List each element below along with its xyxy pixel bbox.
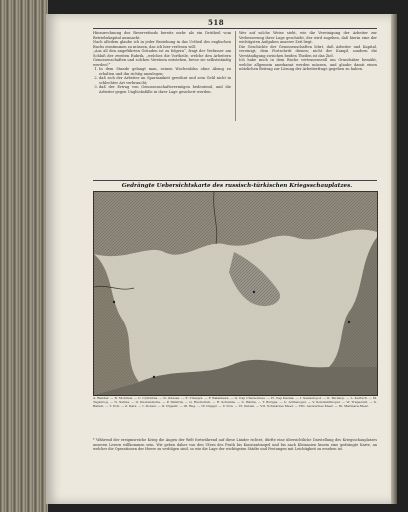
list-item: 2. daß sich der Arbeiter an Sparsamkeit gewöhnt und sein Geld nicht in schlechter Art verbraucht;	[99, 76, 231, 85]
city-marker	[153, 376, 155, 378]
right-column	[239, 31, 377, 72]
right-paragraph-3: Ich habe mich in dem Buche vertrauensvoll um Grundsätze bemüht, welche allgemein anerkannt werden müssen, und glaube damit einen nützlichen Beitrag zur Lösung der Arbeiterfrage gegeben zu haben.	[239, 58, 377, 71]
right-paragraph-1: Wer auf solche Weise sieht, wie die Vereinigung der Arbeiter zur Verbesserung ihrer Lage geschieht, der wird zugeben, daß hierin eine der wichtigsten Aufgaben unserer Zeit liegt.	[239, 31, 377, 44]
left-list	[93, 67, 231, 94]
left-column	[93, 31, 231, 94]
left-paragraph-2: Nach alledem glaube ich in jeder Beziehung in das Urtheil des englischen Buchs einstimmen zu müssen, das ich hier verlesen will:	[93, 40, 231, 49]
right-paragraph-2: Die Geschichte der Genossenschaften lehrt, daß Arbeiter und Kapital, vereinigt, dem Fortschritt dienen; nicht der Kampf, sondern die Verständigung zwischen beiden Theilen ist das Ziel.	[239, 44, 377, 58]
left-paragraph-1: Hinzurechnung des Reservefonds bereits mehr als ein Drittheil vom Betriebskapital ausmacht.	[93, 31, 231, 40]
list-item: 1. In dem Stande gelangt man, seinen Wochenlohn ohne Abzug zu erhalten und ihn richtig anzulegen;	[99, 67, 231, 76]
map-title: Gedrängte Uebersichtskarte des russisch-türkischen Kriegsschauplatzes.	[121, 183, 353, 189]
map-engraving	[94, 192, 377, 395]
war-theatre-map	[93, 191, 378, 396]
page-edge	[391, 14, 397, 504]
page-number: 518	[208, 18, 225, 27]
city-marker	[113, 301, 115, 303]
column-divider	[235, 31, 236, 121]
left-paragraph-3: „Aus all den angeführten Gründen ist zu folgern“, fragt der Verfasser am Schluß der zweiten Rubrik, „welches die Vortheile, welche den Arbeitern Genossenschaften und solchen Vereinen entstehen, bevor sie selbstständig werden?“	[93, 49, 231, 67]
book-binding	[0, 0, 48, 512]
map-legend: A. Bender. — B. Mohilew. — C. Cymnitza. — D. Odessa. — E. Tiraspol. — F. Balaklawa. — G. Cap Chersonnes. — H. Cap Kasma. — I. Sewastopol. — K. Perekop. — L. Kertsch. — M. Taganrog. — N. Sulina. — O. Kustendsche. — P. Silistria. — Q. Rustschuk. — R. Schumla. — S. Warna. — T. Burgas. — U. Adrianopel. — V. Konstantinopel. — W. Trapezunt. — X. Batum. — Y. Poti. — Z. Kars. — I. Donau. — II. Dnjestr. — III. Bug. — IV. Dnjepr. — V. Don. — VI. Kuban. — VII. Schwarzes Meer. — VIII. Asowsches Meer. — IX. Marmara-Meer.	[93, 396, 377, 408]
city-marker	[253, 291, 255, 293]
city-marker	[348, 321, 350, 323]
section-rule	[93, 180, 377, 181]
list-item: 3. daß der Ertrag von Genossenschaftsvermögen bedeutend, und die Arbeiter gegen Unglücksfälle in ihrer Lage gesichert werden.	[99, 85, 231, 94]
footnote: * Während der ereignisreiche Krieg die Augen der Welt fortwährend auf diese Länder richtet, dürfte eine übersichtliche Darstellung des Kriegsschauplatzes unseren Lesern willkommen sein. Wir geben daher von den Ufern des Pruth bis Konstantinopel und bis nach Kleinasien hinein eine gedrängte Karte, an welcher die Operationen der Heere zu verfolgen sind, so wie die Lage der wichtigsten Städte und Festungen mit Leichtigkeit zu ersehen ist.	[93, 438, 377, 452]
header-rule	[93, 28, 377, 29]
